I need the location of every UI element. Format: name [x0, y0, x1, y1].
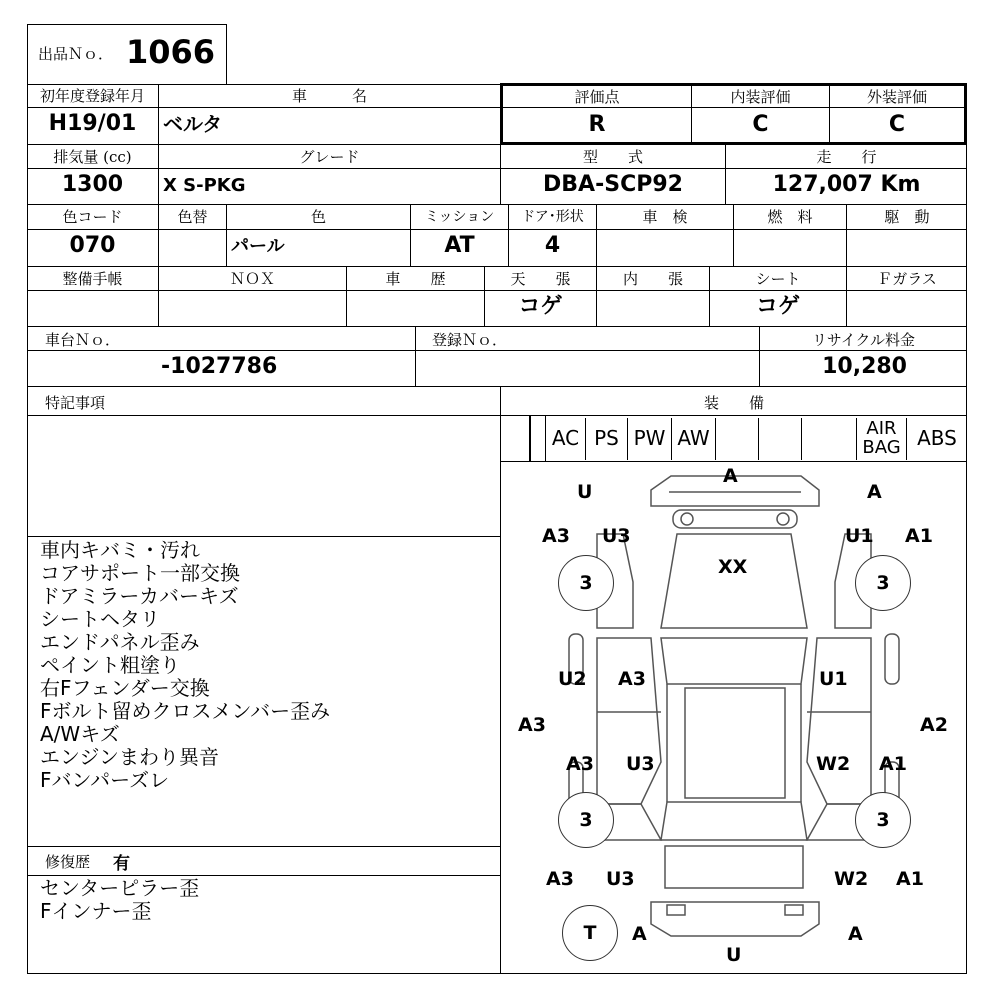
damage-rear-left-a: A [632, 923, 647, 945]
damage-right-door-u1: U1 [819, 668, 848, 690]
note-item: シートヘタリ [40, 607, 160, 631]
displacement-value: 1300 [61, 172, 124, 197]
row5 [27, 326, 967, 386]
model-value: DBA-SCP92 [543, 172, 683, 197]
grade-value: X S-PKG [163, 175, 246, 196]
repair-label: 修復歴 [45, 853, 91, 871]
color-label: 色 [310, 208, 326, 226]
equipment-row [501, 416, 967, 462]
doors-label: ドア･形状 [521, 209, 584, 225]
interior-value: C [752, 112, 769, 137]
interior-lining-label: 内 張 [622, 270, 683, 288]
lot-number: 1066 [126, 33, 216, 71]
damage-front-left-u: U [577, 481, 593, 503]
nox-label: ＮＯＸ [229, 270, 275, 288]
mileage-label: 走 行 [816, 148, 877, 166]
seat-value: コゲ [755, 294, 800, 319]
recycle-label: リサイクル料金 [812, 331, 915, 349]
note-item: コアサポート一部交換 [40, 561, 240, 585]
damage-right-fender-a1: A1 [905, 525, 933, 547]
damage-rear-right-wheel: 3 [855, 792, 911, 848]
damage-left-fender-u3: U3 [602, 525, 631, 547]
damage-front-left-wheel: 3 [558, 555, 614, 611]
car-name-value: ベルタ [163, 112, 223, 136]
color-code-value: 070 [69, 233, 116, 258]
year-label: 初年度登録年月 [39, 87, 145, 105]
drive-label: 駆 動 [884, 208, 930, 226]
damage-front-right-wheel: 3 [855, 555, 911, 611]
damage-left-rear-door-u3: U3 [626, 753, 655, 775]
note-item: ペイント粗塗り [40, 653, 180, 677]
mileage-value: 127,007 Km [772, 172, 921, 197]
notes-separator [27, 536, 501, 537]
damage-left-quarter-a3: A3 [546, 868, 574, 890]
equip-abs: ABS [917, 426, 957, 450]
damage-right-quarter-a1: A1 [896, 868, 924, 890]
score-label: 評価点 [574, 88, 620, 106]
mission-label: ミッション [424, 209, 495, 225]
score-value: R [588, 112, 606, 137]
inspection-label: 車 検 [642, 208, 688, 226]
color-code-label: 色コード [62, 208, 123, 226]
exterior-value: C [888, 112, 906, 137]
notes-list [40, 539, 495, 792]
fuel-label: 燃 料 [767, 208, 813, 226]
glass-label: Ｆガラス [877, 270, 937, 288]
doors-value: 4 [544, 233, 561, 258]
repair-item: Fインナー歪 [40, 899, 152, 923]
damage-left-door-a3: A3 [618, 668, 646, 690]
damage-front-right-a: A [867, 481, 882, 503]
row4 [27, 266, 967, 326]
equip-airbag: AIR BAG [857, 418, 907, 460]
year-value: H19/01 [48, 111, 137, 136]
damage-right-side-a2: A2 [920, 714, 948, 736]
grade-label: グレード [299, 148, 360, 166]
note-item: 車内キバミ・汚れ [40, 538, 200, 562]
ceiling-value: コゲ [518, 294, 563, 319]
maintenance-label: 整備手帳 [62, 270, 123, 288]
damage-right-rear-door-w2: W2 [816, 753, 851, 775]
damage-left-fender-a3: A3 [542, 525, 570, 547]
row3 [27, 204, 967, 266]
equip-ac: AC [546, 418, 586, 460]
note-item: Fバンパーズレ [40, 768, 170, 792]
car-name-label: 車 名 [291, 87, 367, 105]
damage-left-side-a3: A3 [518, 714, 546, 736]
history-label: 車 歴 [385, 270, 446, 288]
damage-left-pillar-u2: U2 [558, 668, 587, 690]
damage-rear-u: U [726, 944, 742, 966]
color-value: パール [231, 236, 285, 257]
note-item: エンドパネル歪み [40, 630, 200, 654]
lot-box [27, 24, 227, 85]
equipment-label: 装 備 [703, 394, 764, 412]
damage-left-rear-door-a3: A3 [566, 753, 594, 775]
damage-right-fender-u1: U1 [845, 525, 874, 547]
section-headers [27, 386, 967, 416]
damage-spare-tire: T [562, 905, 618, 961]
damage-front-a: A [723, 465, 738, 487]
equip-ps: PS [586, 418, 628, 460]
mission-value: AT [444, 233, 475, 258]
chassis-label: 車台Ｎｏ． [45, 331, 121, 349]
repaint-label: 色替 [177, 208, 208, 226]
notes-label: 特記事項 [45, 394, 106, 412]
equip-aw: AW [672, 418, 716, 460]
exterior-label: 外装評価 [866, 88, 927, 106]
chassis-value: -1027786 [161, 354, 278, 379]
note-item: エンジンまわり異音 [40, 745, 219, 769]
note-item: Fボルト留めクロスメンバー歪み [40, 699, 331, 723]
repair-item: センターピラー歪 [40, 876, 200, 900]
registration-label: 登録Ｎｏ． [432, 331, 508, 349]
note-item: A/Wキズ [40, 722, 120, 746]
note-item: ドアミラーカバーキズ [40, 584, 239, 608]
damage-right-rear-door-a1: A1 [879, 753, 907, 775]
lot-label: 出品Ｎｏ． [38, 45, 114, 63]
displacement-label: 排気量 (cc) [53, 148, 132, 166]
ceiling-label: 天 張 [510, 270, 571, 288]
repair-separator-top [27, 846, 501, 847]
damage-rear-left-wheel: 3 [558, 792, 614, 848]
grade-box [500, 83, 967, 145]
damage-hood-xx: XX [718, 556, 748, 578]
recycle-value: 10,280 [822, 354, 907, 379]
equip-pw: PW [628, 418, 672, 460]
note-item: 右Fフェンダー交換 [40, 676, 210, 700]
row2 [27, 144, 967, 204]
damage-right-quarter-w2: W2 [834, 868, 869, 890]
repair-list [40, 877, 495, 923]
repair-value: 有 [113, 854, 130, 874]
model-label: 型 式 [582, 148, 643, 166]
damage-layer [501, 462, 967, 974]
interior-label: 内装評価 [730, 88, 791, 106]
seat-label: シート [755, 270, 801, 288]
damage-rear-right-a: A [848, 923, 863, 945]
damage-left-quarter-u3: U3 [606, 868, 635, 890]
